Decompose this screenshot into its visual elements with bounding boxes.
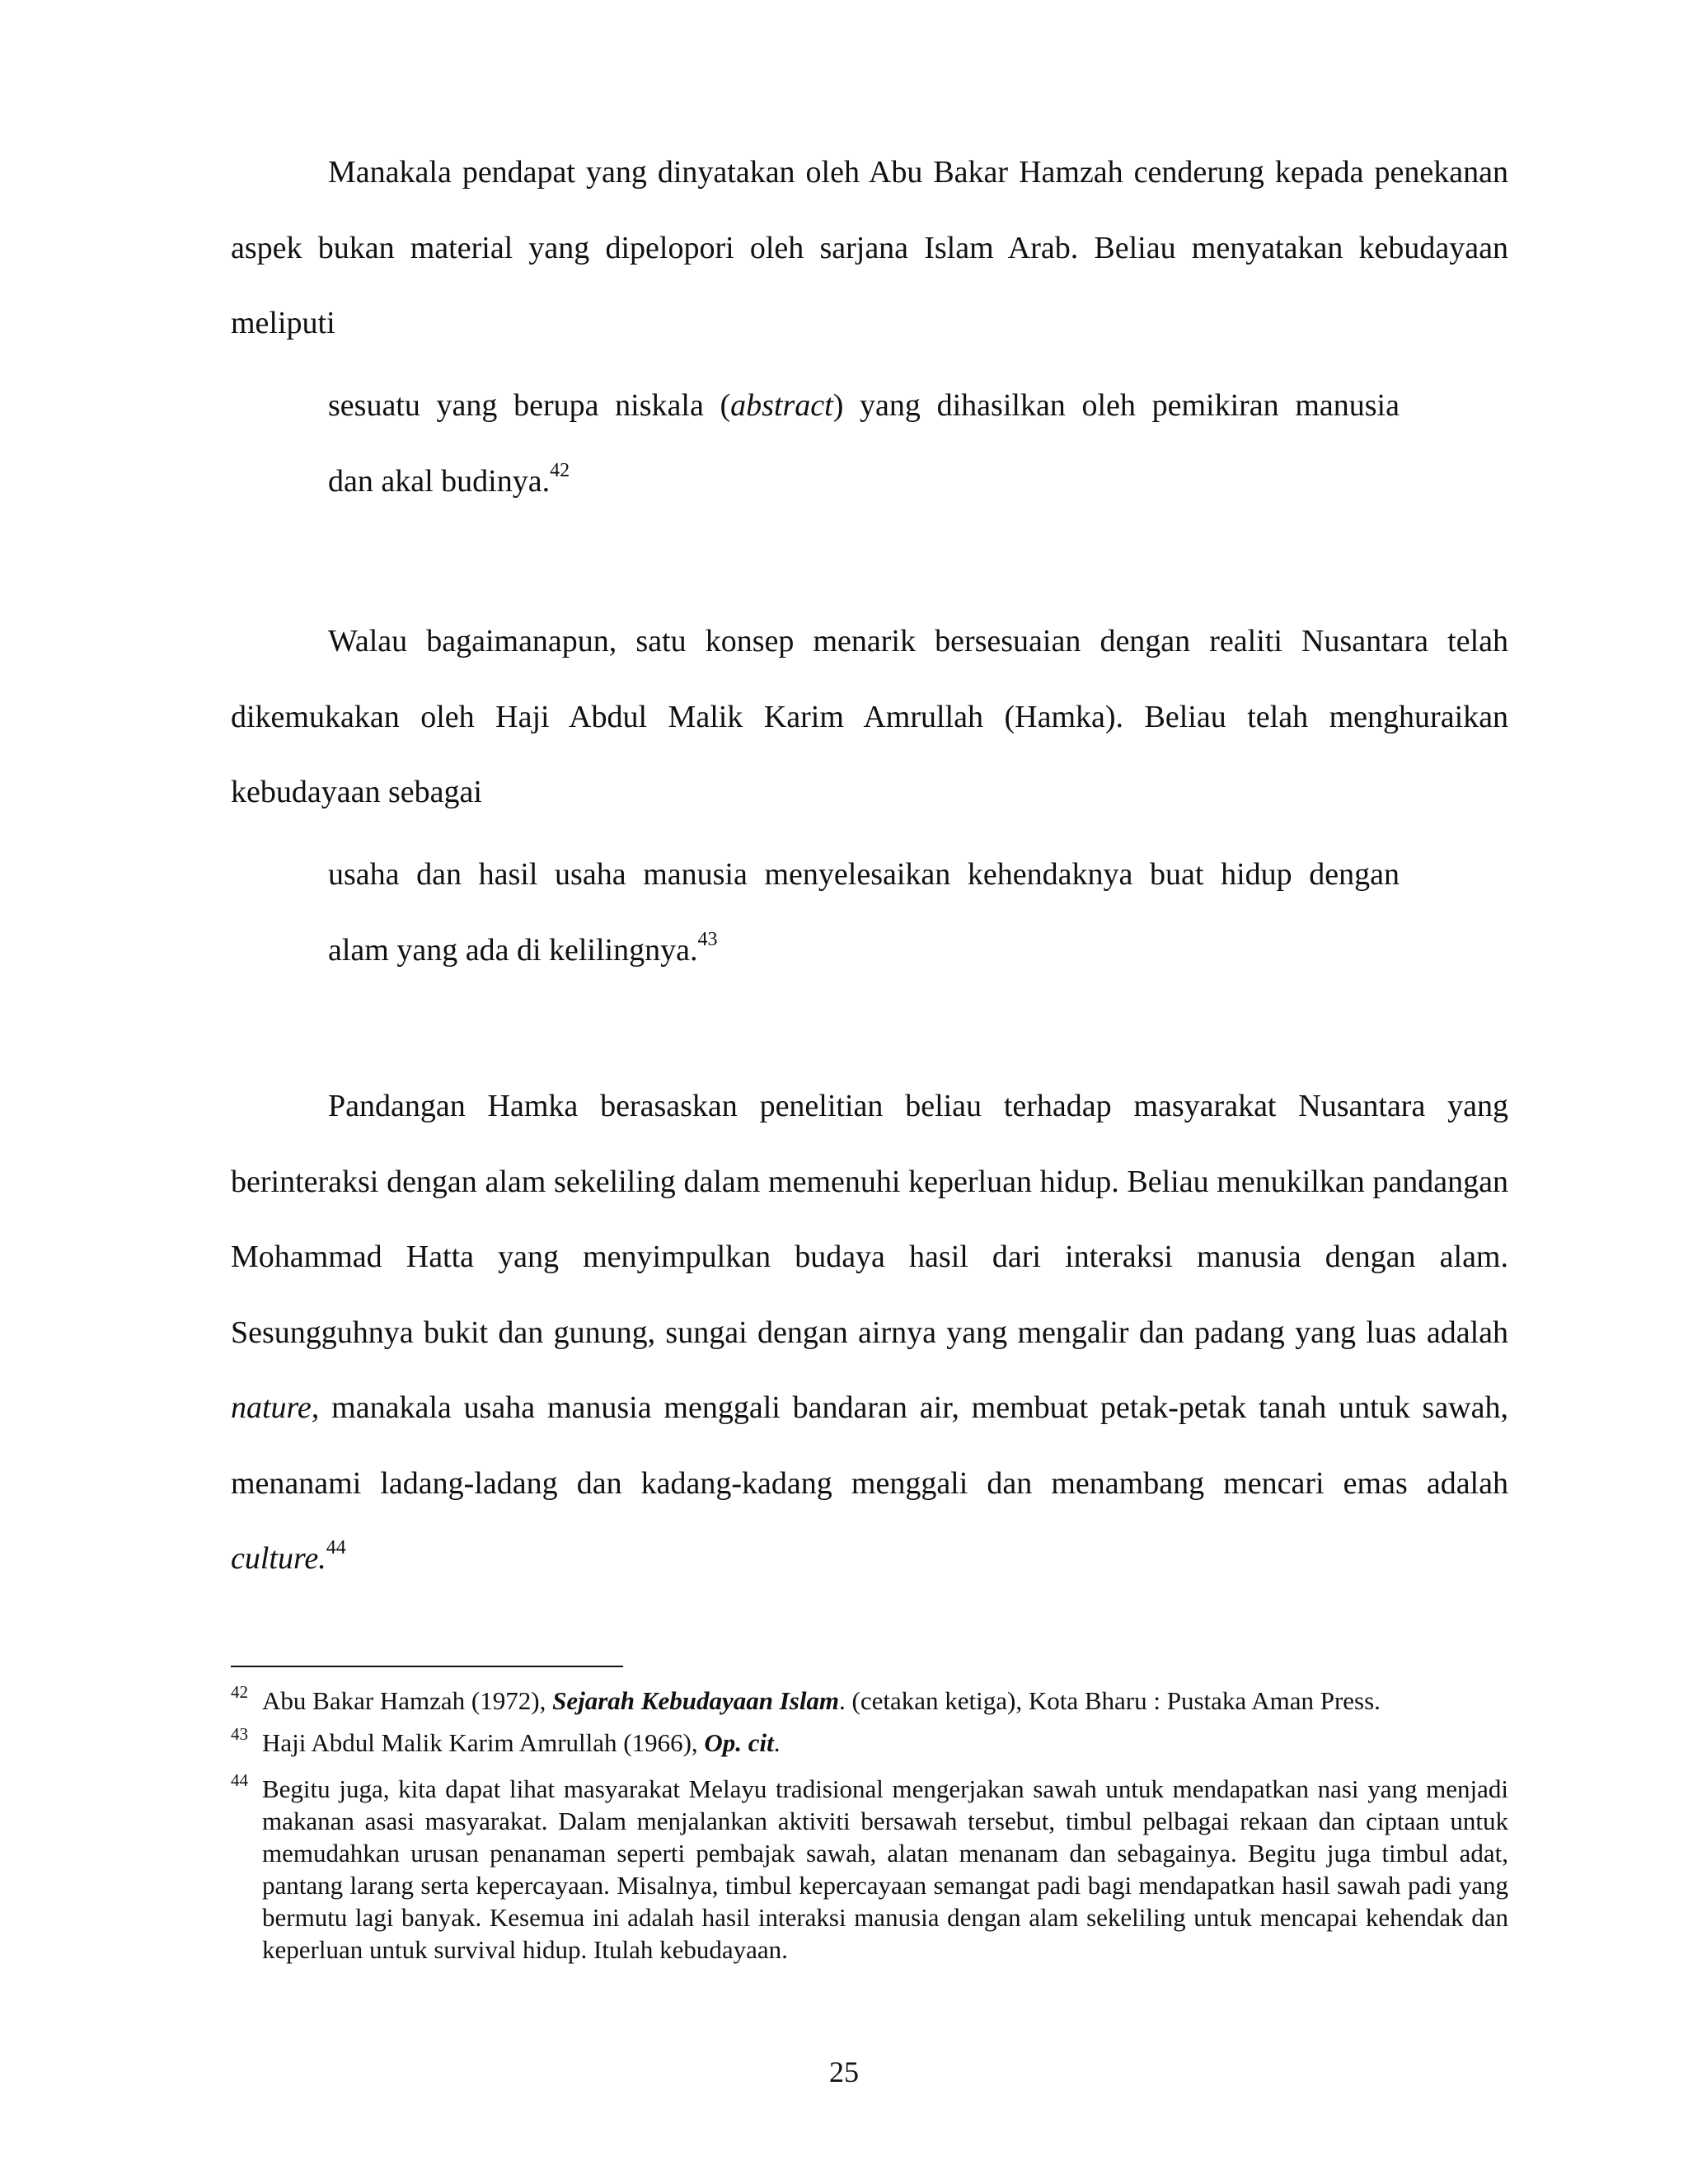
paragraph-text: Walau bagaimanapun, satu konsep menarik bersesuaian dengan realiti Nusantara telah dikemukakan oleh Haji Abdul Malik Karim Amrullah (Hamka). Beliau telah menghuraikan kebudayaan sebagai <box>231 624 1508 809</box>
quote-italic-term: abstract <box>730 388 833 423</box>
quote-text: sesuatu yang berupa niskala ( <box>328 388 731 423</box>
body-paragraph-3 <box>231 1069 1508 1597</box>
footnote-number: 43 <box>231 1724 248 1744</box>
footnote-number: 44 <box>231 1770 248 1790</box>
quote-text: ) yang dihasilkan oleh pemikiran manusia <box>832 388 1400 423</box>
quote-line <box>328 444 1400 520</box>
footnote-44 <box>231 1770 1508 1966</box>
quote-line <box>328 368 1400 444</box>
footnote-text-part: . <box>773 1728 781 1757</box>
block-quote-1 <box>328 368 1400 519</box>
italic-term: culture. <box>231 1541 326 1576</box>
footnote-ref[interactable]: 44 <box>326 1537 346 1558</box>
quote-line <box>328 913 1400 989</box>
quote-text: alam yang ada di kelilingnya. <box>328 932 698 968</box>
footnote-text <box>262 1685 1508 1717</box>
footnote-op-cit: Op. cit <box>704 1728 774 1757</box>
page-number: 25 <box>829 2055 859 2088</box>
footnote-ref[interactable]: 43 <box>697 928 718 950</box>
body-paragraph-2 <box>231 604 1508 831</box>
footnote-text <box>262 1727 1508 1759</box>
footnote-ref[interactable]: 42 <box>550 459 570 481</box>
footnote-separator <box>231 1666 623 1667</box>
footnote-text-part: . (cetakan ketiga), Kota Bharu : Pustaka Aman Press. <box>839 1686 1381 1715</box>
footnote-number: 42 <box>231 1682 248 1702</box>
block-quote-2 <box>328 837 1400 988</box>
italic-term: nature, <box>231 1390 320 1425</box>
footnote-text-part: Abu Bakar Hamzah (1972), <box>262 1686 553 1715</box>
quote-text: dan akal budinya. <box>328 463 551 499</box>
footnote-42 <box>231 1682 1508 1717</box>
paragraph-text: manakala usaha manusia menggali bandaran air, membuat petak-petak tanah untuk sawah, menanami ladang-ladang dan kadang-kadang menggali dan menambang mencari emas adalah <box>231 1390 1508 1501</box>
body-paragraph-1 <box>231 135 1508 362</box>
footnote-text-part: Haji Abdul Malik Karim Amrullah (1966), <box>262 1728 705 1757</box>
paragraph-text: Manakala pendapat yang dinyatakan oleh Abu Bakar Hamzah cenderung kepada penekanan aspek bukan material yang dipelopori oleh sarjana Islam Arab. Beliau menyatakan kebudayaan meliputi <box>231 155 1508 340</box>
quote-line: usaha dan hasil usaha manusia menyelesaikan kehendaknya buat hidup dengan <box>328 857 1400 892</box>
footnote-text: Begitu juga, kita dapat lihat masyarakat Melayu tradisional mengerjakan sawah untuk mendapatkan nasi yang menjadi makanan asasi masyarakat. Dalam menjalankan aktiviti bersawah tersebut, timbul pelbagai rekaan dan ciptaan untuk memudahkan urusan penanaman seperti pembajak sawah, alatan menanam dan sebagainya. Begitu juga timbul adat, pantang larang serta kepercayaan. Misalnya, timbul kepercayaan semangat padi bagi mendapatkan hasil sawah padi yang bermutu lagi banyak. Kesemua ini adalah hasil interaksi manusia dengan alam sekeliling untuk mencapai kehendak dan keperluan untuk survival hidup. Itulah kebudayaan. <box>262 1774 1508 1964</box>
paragraph-text: Pandangan Hamka berasaskan penelitian beliau terhadap masyarakat Nusantara yang berinteraksi dengan alam sekeliling dalam memenuhi keperluan hidup. Beliau menukilkan pandangan Mohammad Hatta yang menyimpulkan budaya hasil dari interaksi manusia dengan alam. Sesungguhnya bukit dan gunung, sungai dengan airnya yang mengalir dan padang yang luas adalah <box>231 1089 1508 1350</box>
footnote-43 <box>231 1724 1508 1759</box>
footnote-book-title: Sejarah Kebudayaan Islam <box>552 1686 840 1715</box>
